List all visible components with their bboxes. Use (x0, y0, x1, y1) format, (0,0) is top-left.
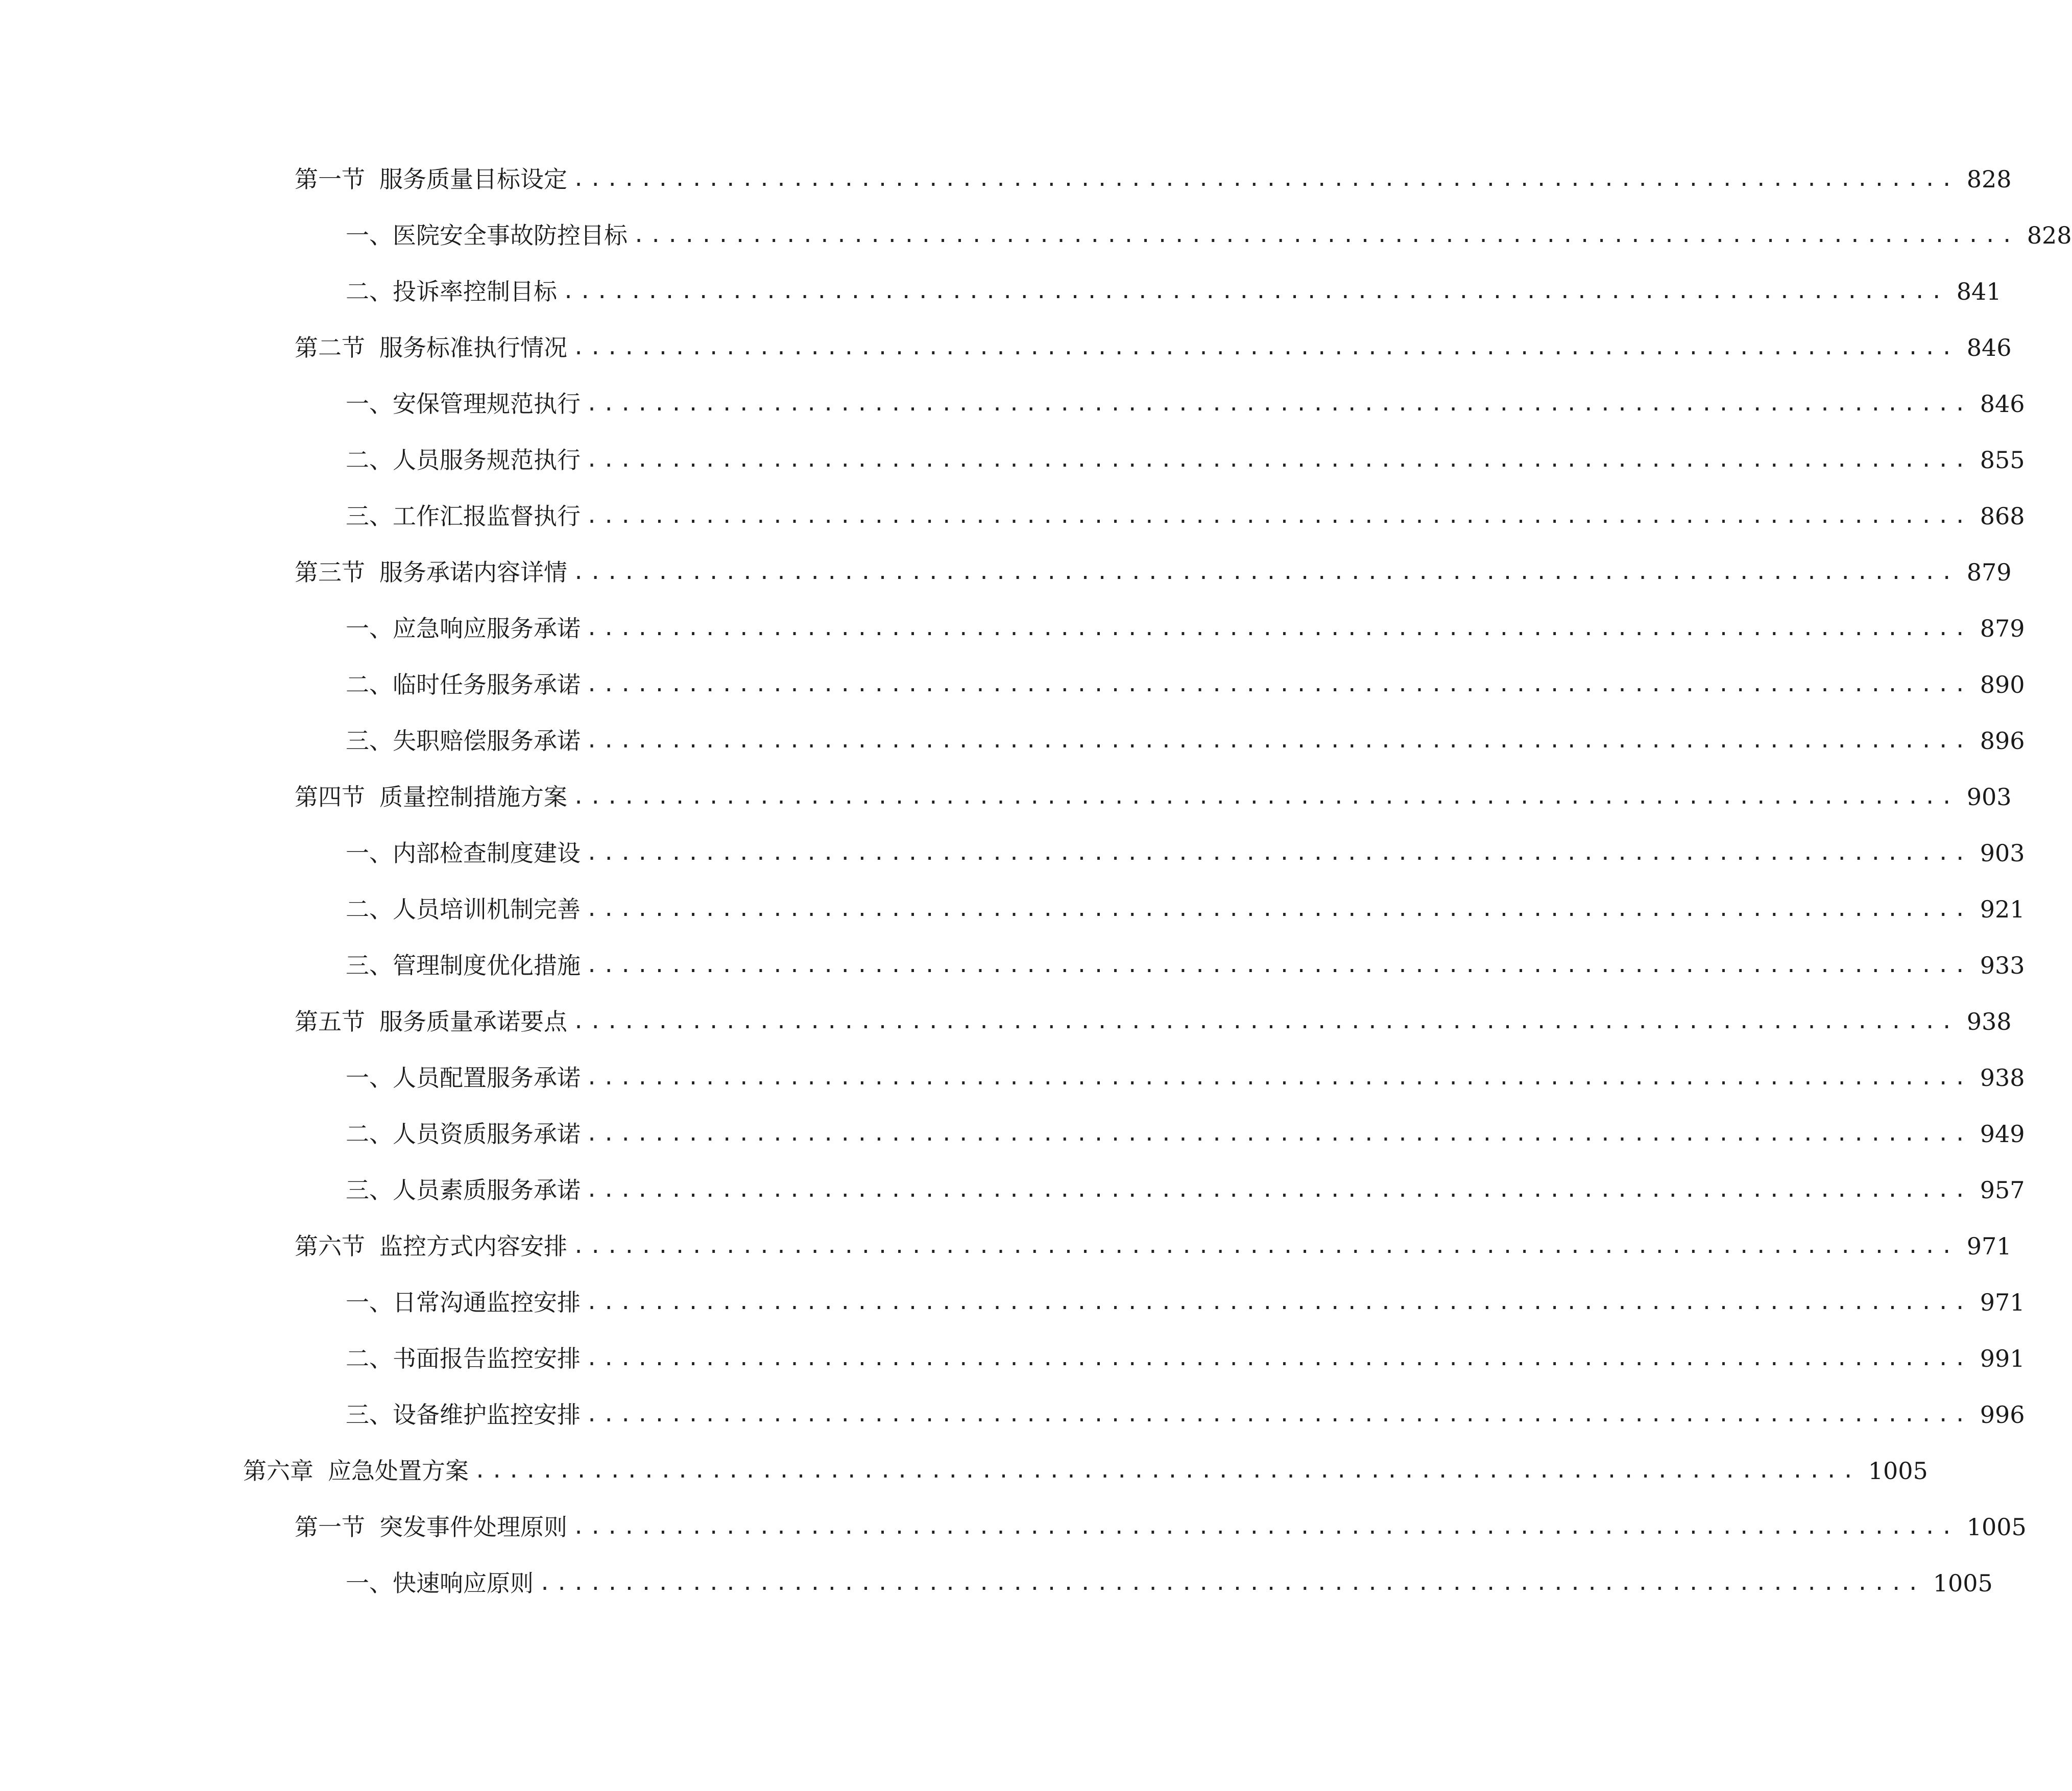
toc-entry-title: 工作汇报监督执行 (393, 502, 581, 530)
toc-entry-prefix: 二、 (346, 446, 393, 474)
dot-leader: .................................................................................. (572, 561, 1958, 584)
toc-entry-item[interactable] (346, 496, 2025, 537)
toc-entry-prefix: 第六章 (243, 1457, 314, 1485)
toc-entry-title: 临时任务服务承诺 (393, 671, 581, 698)
toc-entry-section[interactable] (295, 777, 2012, 817)
toc-entry-prefix: 第三节 (295, 559, 365, 586)
toc-entry-item[interactable] (346, 215, 2072, 256)
dot-leader: .................................................................................. (572, 1515, 1958, 1539)
dot-leader: .................................................................................. (539, 1571, 1924, 1595)
toc-entry-prefix: 二、 (346, 1345, 393, 1372)
toc-entry-title: 人员服务规范执行 (393, 446, 581, 474)
toc-entry-title: 服务标准执行情况 (379, 334, 567, 361)
toc-entry-title: 投诉率控制目标 (393, 278, 557, 305)
toc-entry-title: 人员配置服务承诺 (393, 1064, 581, 1092)
dot-leader: .................................................................................. (474, 1459, 1859, 1483)
toc-entry-title: 人员培训机制完善 (393, 896, 581, 923)
toc-entry-title: 服务承诺内容详情 (379, 559, 567, 586)
toc-entry-page: 933 (1980, 952, 2025, 979)
toc-entry-page: 890 (1980, 671, 2025, 698)
toc-entry-page: 971 (1980, 1289, 2025, 1316)
toc-entry-item[interactable] (346, 440, 2025, 480)
toc-entry-prefix: 第六节 (295, 1232, 365, 1260)
toc-entry-title: 管理制度优化措施 (393, 952, 581, 979)
toc-entry-prefix: 第一节 (295, 165, 365, 193)
toc-entry-page: 938 (1966, 1008, 2012, 1035)
toc-entry-title: 医院安全事故防控目标 (393, 222, 628, 249)
dot-leader: .................................................................................. (572, 785, 1958, 809)
toc-entry-page: 846 (1980, 390, 2025, 418)
toc-entry-item[interactable] (346, 1338, 2025, 1379)
toc-entry-title: 人员素质服务承诺 (393, 1176, 581, 1204)
toc-entry-section[interactable] (295, 327, 2012, 368)
toc-entry-page: 971 (1966, 1232, 2012, 1260)
dot-leader: .................................................................................. (586, 1066, 1971, 1090)
toc-entry-prefix: 一、 (346, 615, 393, 642)
toc-entry-prefix: 二、 (346, 278, 393, 305)
toc-entry-prefix: 三、 (346, 952, 393, 979)
toc-entry-prefix: 一、 (346, 1289, 393, 1316)
toc-entry-prefix: 三、 (346, 727, 393, 755)
toc-entry-item[interactable] (346, 720, 2025, 761)
dot-leader: .................................................................................. (586, 448, 1971, 472)
toc-entry-prefix: 第一节 (295, 1513, 365, 1541)
dot-leader: .................................................................................. (586, 1122, 1971, 1146)
dot-leader: .................................................................................. (586, 954, 1971, 977)
dot-leader: .................................................................................. (586, 617, 1971, 640)
toc-entry-title: 失职赔偿服务承诺 (393, 727, 581, 755)
toc-entry-item[interactable] (346, 271, 2002, 312)
toc-entry-page: 903 (1980, 839, 2025, 867)
dot-leader: .................................................................................. (633, 224, 2018, 247)
toc-entry-page: 991 (1980, 1345, 2025, 1372)
dot-leader: .................................................................................. (586, 729, 1971, 753)
toc-entry-prefix: 二、 (346, 671, 393, 698)
toc-entry-title: 应急响应服务承诺 (393, 615, 581, 642)
dot-leader: .................................................................................. (572, 1235, 1958, 1258)
toc-entry-prefix: 三、 (346, 1176, 393, 1204)
toc-entry-prefix: 一、 (346, 390, 393, 418)
toc-entry-page: 846 (1966, 334, 2012, 361)
toc-entry-page: 841 (1956, 278, 2002, 305)
toc-entry-page: 828 (1966, 165, 2012, 193)
toc-entry-item[interactable] (346, 833, 2025, 874)
toc-entry-title: 书面报告监控安排 (393, 1345, 581, 1372)
dot-leader: .................................................................................. (586, 1403, 1971, 1426)
toc-entry-item[interactable] (346, 1563, 1993, 1604)
toc-entry-prefix: 一、 (346, 222, 393, 249)
toc-entry-item[interactable] (346, 383, 2025, 424)
dot-leader: .................................................................................. (586, 673, 1971, 696)
toc-entry-page: 828 (2027, 222, 2072, 249)
toc-entry-page: 949 (1980, 1120, 2025, 1148)
toc-entry-title: 快速响应原则 (393, 1569, 534, 1597)
toc-entry-item[interactable] (346, 1170, 2025, 1211)
toc-entry-page: 903 (1966, 783, 2012, 811)
toc-entry-item[interactable] (346, 889, 2025, 930)
toc-entry-page: 879 (1966, 559, 2012, 586)
toc-entry-section[interactable] (295, 159, 2012, 200)
toc-entry-prefix: 一、 (346, 839, 393, 867)
toc-entry-item[interactable] (346, 1282, 2025, 1323)
toc-entry-page: 921 (1980, 896, 2025, 923)
toc-entry-section[interactable] (295, 1001, 2012, 1042)
toc-entry-prefix: 二、 (346, 896, 393, 923)
dot-leader: .................................................................................. (572, 167, 1958, 191)
toc-entry-title: 监控方式内容安排 (379, 1232, 567, 1260)
toc-entry-title: 设备维护监控安排 (393, 1401, 581, 1429)
toc-entry-title: 安保管理规范执行 (393, 390, 581, 418)
toc-entry-page: 1005 (1868, 1457, 1928, 1485)
toc-entry-title: 突发事件处理原则 (379, 1513, 567, 1541)
toc-entry-page: 896 (1980, 727, 2025, 755)
toc-entry-page: 868 (1980, 502, 2025, 530)
toc-entry-title: 内部检查制度建设 (393, 839, 581, 867)
dot-leader: .................................................................................. (586, 898, 1971, 921)
dot-leader: .................................................................................. (562, 280, 1947, 303)
toc-entry-prefix: 三、 (346, 502, 393, 530)
dot-leader: .................................................................................. (572, 336, 1958, 359)
toc-entry-chapter[interactable] (243, 1450, 1928, 1491)
toc-entry-prefix: 三、 (346, 1401, 393, 1429)
dot-leader: .................................................................................. (586, 1178, 1971, 1202)
toc-entry-title: 服务质量承诺要点 (379, 1008, 567, 1035)
toc-entry-title: 日常沟通监控安排 (393, 1289, 581, 1316)
toc-entry-prefix: 二、 (346, 1120, 393, 1148)
toc-entry-page: 957 (1980, 1176, 2025, 1204)
dot-leader: .................................................................................. (586, 392, 1971, 416)
toc-entry-page: 879 (1980, 615, 2025, 642)
toc-entry-page: 996 (1980, 1401, 2025, 1429)
toc-entry-section[interactable] (295, 1226, 2012, 1267)
toc-entry-prefix: 第四节 (295, 783, 365, 811)
toc-entry-prefix: 第二节 (295, 334, 365, 361)
toc-entry-section[interactable] (295, 552, 2012, 593)
toc-entry-title: 人员资质服务承诺 (393, 1120, 581, 1148)
toc-entry-item[interactable] (346, 664, 2025, 705)
toc-entry-title: 质量控制措施方案 (379, 783, 567, 811)
toc-entry-page: 855 (1980, 446, 2025, 474)
toc-entry-page: 1005 (1933, 1569, 1993, 1597)
toc-entry-title: 应急处置方案 (328, 1457, 469, 1485)
dot-leader: .................................................................................. (586, 504, 1971, 528)
toc-entry-item[interactable] (346, 1394, 2025, 1435)
dot-leader: .................................................................................. (586, 841, 1971, 865)
toc-entry-prefix: 一、 (346, 1569, 393, 1597)
toc-entry-item[interactable] (346, 945, 2025, 986)
dot-leader: .................................................................................. (586, 1347, 1971, 1370)
toc-entry-title: 服务质量目标设定 (379, 165, 567, 193)
toc-entry-item[interactable] (346, 1114, 2025, 1154)
toc-entry-item[interactable] (346, 1057, 2025, 1098)
dot-leader: .................................................................................. (572, 1010, 1958, 1033)
toc-entry-page: 938 (1980, 1064, 2025, 1092)
dot-leader: .................................................................................. (586, 1291, 1971, 1314)
toc-entry-item[interactable] (346, 608, 2025, 649)
toc-entry-page: 1005 (1966, 1513, 2027, 1541)
toc-entry-prefix: 一、 (346, 1064, 393, 1092)
toc-entry-prefix: 第五节 (295, 1008, 365, 1035)
toc-entry-section[interactable] (295, 1507, 2027, 1547)
